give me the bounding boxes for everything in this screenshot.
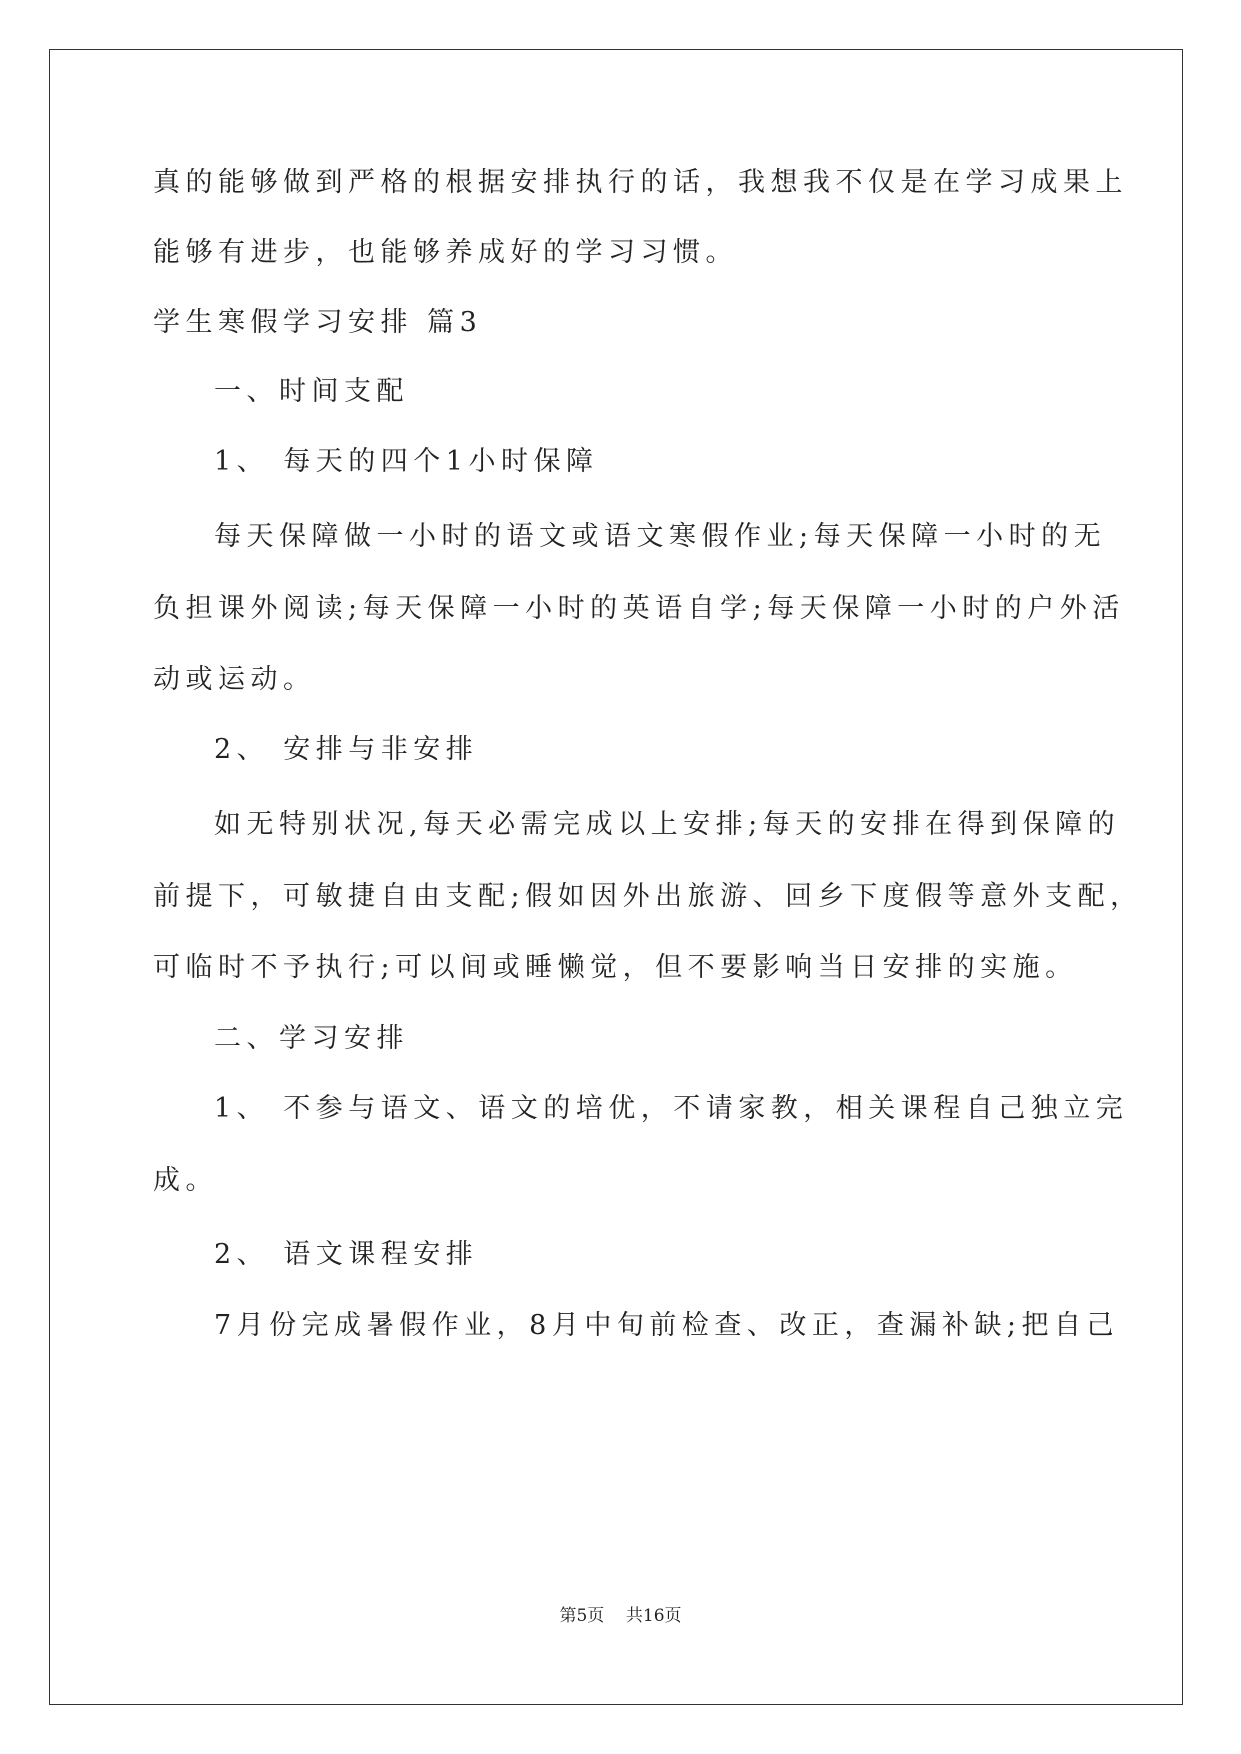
page-border xyxy=(49,49,1183,1705)
paragraph-line: 每天保障做一小时的语文或语文寒假作业;每天保障一小时的无 xyxy=(214,521,1107,552)
paragraph-line: 1、 不参与语文、语文的培优，不请家教，相关课程自己独立完 xyxy=(214,1093,1129,1124)
page-footer xyxy=(0,1601,1241,1626)
heading-time-allocation: 一、时间支配 xyxy=(214,376,409,407)
paragraph-line: 可临时不予执行;可以间或睡懒觉，但不要影响当日安排的实施。 xyxy=(153,952,1078,983)
paragraph-line: 如无特别状况,每天必需完成以上安排;每天的安排在得到保障的 xyxy=(214,809,1121,840)
subheading: 2、 安排与非安排 xyxy=(214,734,479,765)
paragraph-line: 动或运动。 xyxy=(153,664,316,695)
heading-study-plan: 二、学习安排 xyxy=(214,1023,409,1054)
page-number: 第5页 xyxy=(559,1606,605,1626)
subheading: 2、 语文课程安排 xyxy=(214,1239,479,1270)
paragraph-line: 负担课外阅读;每天保障一小时的英语自学;每天保障一小时的户外活 xyxy=(153,593,1125,624)
paragraph-line: 真的能够做到严格的根据安排执行的话，我想我不仅是在学习成果上 xyxy=(153,167,1128,198)
section-title: 学生寒假学习安排 篇3 xyxy=(153,307,483,338)
page-total: 共16页 xyxy=(625,1606,682,1626)
subheading: 1、 每天的四个1小时保障 xyxy=(214,446,599,477)
paragraph-line: 7月份完成暑假作业，8月中旬前检查、改正，查漏补缺;把自己 xyxy=(214,1310,1119,1341)
paragraph-line: 前提下，可敏捷自由支配;假如因外出旅游、回乡下度假等意外支配， xyxy=(153,881,1143,912)
paragraph-line: 能够有进步，也能够养成好的学习习惯。 xyxy=(153,237,738,268)
paragraph-line: 成。 xyxy=(153,1165,218,1196)
